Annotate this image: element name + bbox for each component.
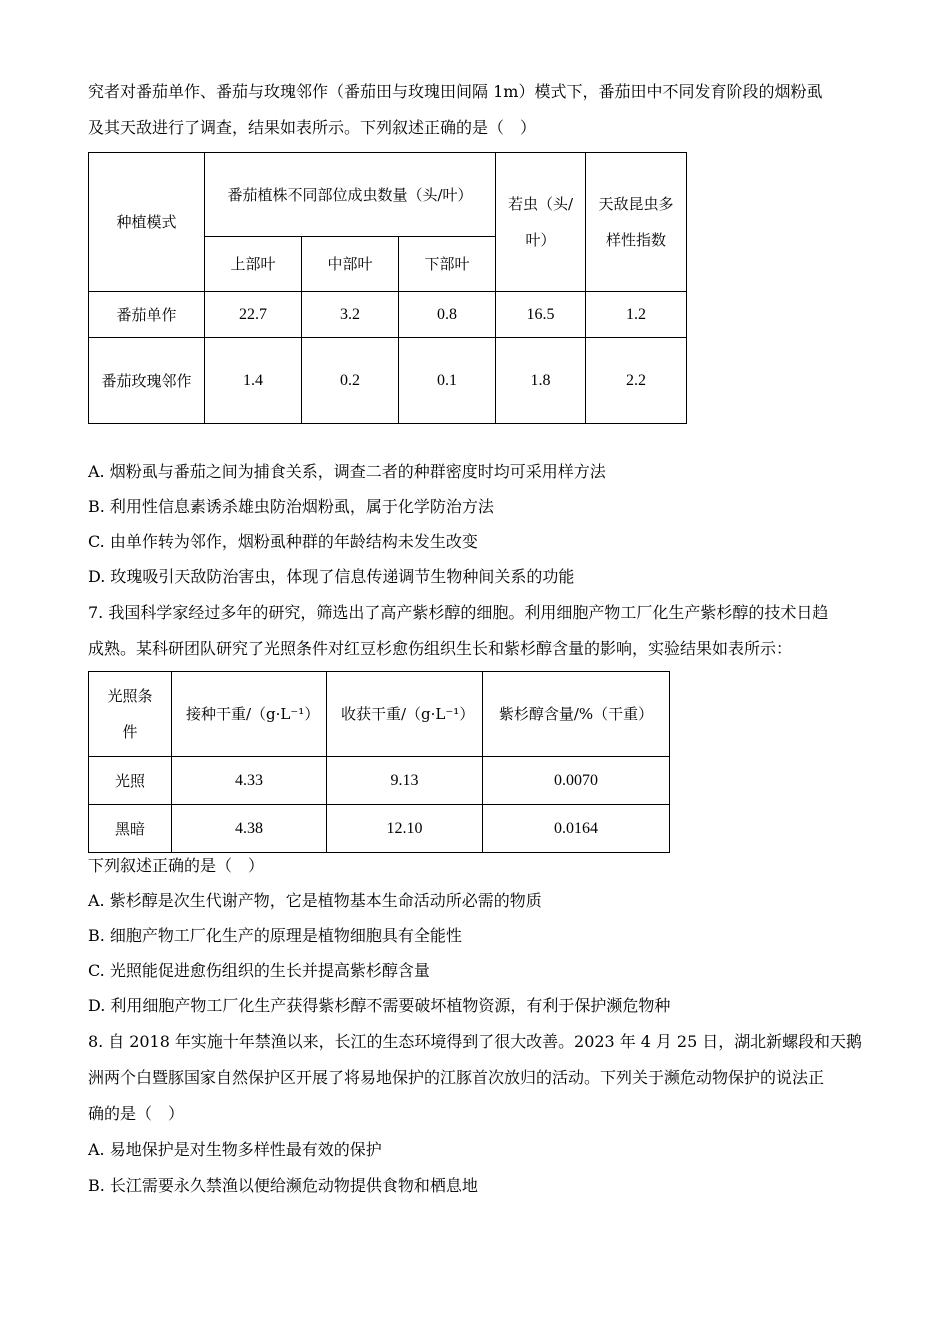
q6-row2-mode: 番茄玫瑰邻作 — [89, 338, 205, 424]
q6-header-enemy-index: 天敌昆虫多样性指数 — [586, 153, 687, 292]
q6-row2-lower: 0.1 — [399, 338, 496, 424]
q6-row2-middle: 0.2 — [302, 338, 399, 424]
q6-option-a: A. 烟粉虱与番茄之间为捕食关系，调查二者的种群密度时均可采用样方法 — [88, 462, 606, 481]
q6-header-lower-leaf: 下部叶 — [399, 237, 496, 292]
q7-table — [88, 671, 670, 853]
q7-row1-condition: 光照 — [89, 757, 172, 805]
q7-stem-line-2: 成熟。某科研团队研究了光照条件对红豆杉愈伤组织生长和紫杉醇含量的影响，实验结果如表所示： — [88, 639, 793, 658]
q7-option-d: D. 利用细胞产物工厂化生产获得紫杉醇不需要破坏植物资源，有利于保护濒危物种 — [88, 996, 671, 1015]
q7-row1-inoculation: 4.33 — [172, 757, 327, 805]
table-row — [89, 338, 687, 424]
q6-intro-line-1: 究者对番茄单作、番茄与玫瑰邻作（番茄田与玫瑰田间隔 1m）模式下，番茄田中不同发育阶段的烟粉虱 — [88, 82, 823, 101]
q8-option-a: A. 易地保护是对生物多样性最有效的保护 — [88, 1140, 382, 1159]
q6-header-adult-count: 番茄植株不同部位成虫数量（头/叶） — [205, 153, 496, 237]
q6-row2-upper: 1.4 — [205, 338, 302, 424]
q6-row1-upper: 22.7 — [205, 292, 302, 338]
q6-row1-mode: 番茄单作 — [89, 292, 205, 338]
q7-row2-inoculation: 4.38 — [172, 805, 327, 853]
q7-header-light: 光照条件 — [89, 672, 172, 757]
q6-header-mode: 种植模式 — [89, 153, 205, 292]
q8-stem-line-2: 洲两个白暨豚国家自然保护区开展了将易地保护的江豚首次放归的活动。下列关于濒危动物保护的说法正 — [88, 1068, 825, 1087]
q7-row2-harvest: 12.10 — [327, 805, 483, 853]
table-row — [89, 292, 687, 338]
q6-row2-index: 2.2 — [586, 338, 687, 424]
q7-header-harvest-weight: 收获干重/（g·L⁻¹） — [327, 672, 483, 757]
q6-row2-nymph: 1.8 — [496, 338, 586, 424]
table-row — [89, 805, 670, 853]
q7-option-b: B. 细胞产物工厂化生产的原理是植物细胞具有全能性 — [88, 926, 462, 945]
q7-row2-condition: 黑暗 — [89, 805, 172, 853]
q6-option-d: D. 玫瑰吸引天敌防治害虫，体现了信息传递调节生物种间关系的功能 — [88, 567, 575, 586]
q6-header-nymph: 若虫（头/叶） — [496, 153, 586, 292]
q7-question: 下列叙述正确的是（ ） — [88, 856, 265, 875]
q6-intro-line-2: 及其天敌进行了调查，结果如表所示。下列叙述正确的是（ ） — [88, 118, 537, 137]
q6-row1-nymph: 16.5 — [496, 292, 586, 338]
q7-option-a: A. 紫杉醇是次生代谢产物，它是植物基本生命活动所必需的物质 — [88, 891, 542, 910]
q7-row1-content: 0.0070 — [483, 757, 670, 805]
q7-row2-content: 0.0164 — [483, 805, 670, 853]
q7-header-inoculation-weight: 接种干重/（g·L⁻¹） — [172, 672, 327, 757]
q7-header-taxol-content: 紫杉醇含量/%（干重） — [483, 672, 670, 757]
q7-stem-line-1: 7. 我国科学家经过多年的研究，筛选出了高产紫杉醇的细胞。利用细胞产物工厂化生产紫杉醇的技术日趋 — [88, 603, 829, 622]
q6-row1-middle: 3.2 — [302, 292, 399, 338]
q8-stem-line-3: 确的是（ ） — [88, 1104, 185, 1123]
q6-header-upper-leaf: 上部叶 — [205, 237, 302, 292]
q8-stem-line-1: 8. 自 2018 年实施十年禁渔以来，长江的生态环境得到了很大改善。2023 年 4 月 25 日，湖北新螺段和天鹅 — [88, 1032, 862, 1051]
q6-row1-index: 1.2 — [586, 292, 687, 338]
q6-option-b: B. 利用性信息素诱杀雄虫防治烟粉虱，属于化学防治方法 — [88, 497, 494, 516]
q8-option-b: B. 长江需要永久禁渔以便给濒危动物提供食物和栖息地 — [88, 1176, 478, 1195]
q6-table — [88, 152, 687, 424]
q6-option-c: C. 由单作转为邻作，烟粉虱种群的年龄结构未发生改变 — [88, 532, 478, 551]
q7-row1-harvest: 9.13 — [327, 757, 483, 805]
table-row — [89, 757, 670, 805]
q7-option-c: C. 光照能促进愈伤组织的生长并提高紫杉醇含量 — [88, 961, 430, 980]
q6-row1-lower: 0.8 — [399, 292, 496, 338]
q6-header-middle-leaf: 中部叶 — [302, 237, 399, 292]
